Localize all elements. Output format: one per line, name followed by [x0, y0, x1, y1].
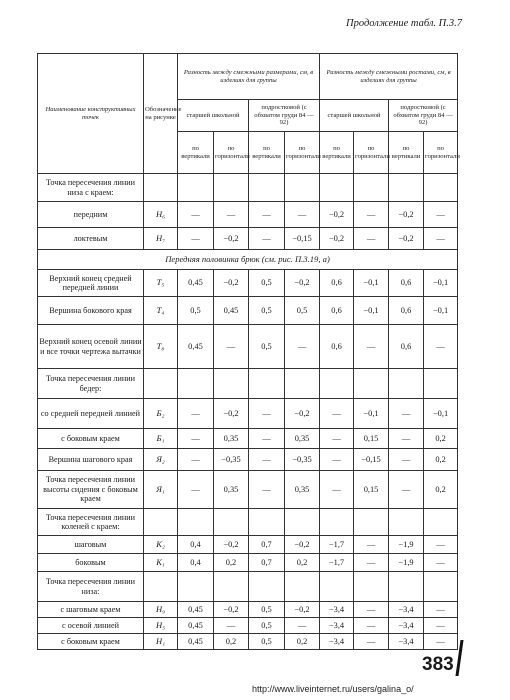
row-name: боковым — [38, 554, 144, 572]
row-name: со средней передней линией — [38, 399, 144, 429]
row-symbol: К₁ — [144, 554, 178, 572]
value-cell: — — [354, 634, 389, 650]
value-cell — [285, 369, 320, 399]
row-name: Верхний конец осевой линии и все точки чертежа вытачки — [38, 325, 144, 369]
row-symbol — [144, 174, 178, 202]
value-cell: — — [249, 449, 285, 471]
value-cell: — — [424, 202, 458, 228]
value-cell: — — [424, 536, 458, 554]
row-name: Точка пересечения линии низа с краем: — [38, 174, 144, 202]
row-symbol: Я₂ — [144, 449, 178, 471]
value-cell: 0,2 — [214, 634, 249, 650]
value-cell — [320, 509, 354, 536]
value-cell: −1,7 — [320, 554, 354, 572]
value-cell: — — [389, 429, 424, 449]
value-cell: 0,15 — [354, 471, 389, 509]
value-cell: −0,2 — [214, 399, 249, 429]
value-cell: −0,2 — [320, 228, 354, 250]
value-cell: 0,2 — [424, 449, 458, 471]
value-cell: 0,45 — [178, 634, 214, 650]
value-cell — [249, 572, 285, 602]
value-cell: −0,2 — [285, 602, 320, 618]
value-cell: 0,6 — [320, 297, 354, 325]
header-group-sizes: Разность между смежными размерами, см, в изделиях для группы — [178, 54, 320, 100]
value-cell: −1,9 — [389, 554, 424, 572]
value-cell: — — [424, 554, 458, 572]
value-cell — [424, 174, 458, 202]
value-cell: 0,45 — [178, 325, 214, 369]
value-cell: — — [285, 202, 320, 228]
value-cell: −0,1 — [424, 270, 458, 297]
value-cell: 0,4 — [178, 554, 214, 572]
value-cell: 0,5 — [249, 634, 285, 650]
value-cell — [249, 369, 285, 399]
table-row — [38, 270, 458, 297]
value-cell: 0,45 — [214, 297, 249, 325]
row-name: с шаговым краем — [38, 602, 144, 618]
value-cell: — — [285, 325, 320, 369]
table-row — [38, 572, 458, 602]
table-row — [38, 250, 458, 270]
value-cell: 0,7 — [249, 536, 285, 554]
header-symbol: Обозначение на рисунке — [144, 54, 178, 174]
value-cell — [320, 369, 354, 399]
row-name: локтевым — [38, 228, 144, 250]
row-symbol — [144, 572, 178, 602]
value-cell: −0,2 — [285, 399, 320, 429]
value-cell: −0,2 — [214, 270, 249, 297]
continuation-title: Продолжение табл. П.3.7 — [346, 18, 462, 29]
value-cell — [285, 174, 320, 202]
value-cell: — — [249, 471, 285, 509]
value-cell: — — [424, 634, 458, 650]
value-cell: −0,15 — [285, 228, 320, 250]
value-cell: −3,4 — [389, 602, 424, 618]
table-row — [38, 202, 458, 228]
value-cell: −0,1 — [424, 399, 458, 429]
data-table — [37, 53, 458, 650]
value-cell — [320, 572, 354, 602]
value-cell — [178, 509, 214, 536]
value-cell: −0,1 — [354, 399, 389, 429]
row-symbol: Н₁ — [144, 634, 178, 650]
value-cell: — — [320, 429, 354, 449]
header-vert: по вертикали — [320, 132, 354, 174]
value-cell: — — [214, 202, 249, 228]
value-cell: 0,5 — [178, 297, 214, 325]
value-cell — [214, 174, 249, 202]
value-cell: −0,2 — [320, 202, 354, 228]
value-cell — [285, 509, 320, 536]
value-cell: — — [354, 618, 389, 634]
value-cell: −0,15 — [354, 449, 389, 471]
value-cell: 0,2 — [214, 554, 249, 572]
value-cell: — — [354, 554, 389, 572]
value-cell: −3,4 — [320, 602, 354, 618]
value-cell: −1,7 — [320, 536, 354, 554]
table-row — [38, 449, 458, 471]
row-name: с осевой линией — [38, 618, 144, 634]
row-symbol: Н₆ — [144, 202, 178, 228]
value-cell: — — [285, 618, 320, 634]
value-cell — [424, 572, 458, 602]
value-cell — [354, 174, 389, 202]
value-cell: — — [178, 399, 214, 429]
row-symbol: Н₅ — [144, 618, 178, 634]
row-symbol: Я₁ — [144, 471, 178, 509]
table-row — [38, 602, 458, 618]
value-cell: — — [354, 228, 389, 250]
value-cell: 0,7 — [249, 554, 285, 572]
table-row — [38, 297, 458, 325]
row-name: с боковым краем — [38, 429, 144, 449]
value-cell: — — [320, 399, 354, 429]
header-group-heights: Разность между смежными ростами, см, в изделиях для группы — [320, 54, 458, 100]
row-symbol: Н₉ — [144, 602, 178, 618]
row-symbol: Т₈ — [144, 325, 178, 369]
value-cell: — — [424, 602, 458, 618]
value-cell: — — [178, 228, 214, 250]
value-cell — [424, 369, 458, 399]
value-cell — [354, 369, 389, 399]
value-cell: −3,4 — [320, 618, 354, 634]
value-cell — [320, 174, 354, 202]
row-name: Вершина шагового края — [38, 449, 144, 471]
value-cell: −3,4 — [320, 634, 354, 650]
value-cell: −0,35 — [285, 449, 320, 471]
value-cell — [249, 174, 285, 202]
value-cell: −3,4 — [389, 618, 424, 634]
value-cell — [249, 509, 285, 536]
value-cell: — — [354, 202, 389, 228]
header-senior-2: старшей школьной — [320, 100, 389, 132]
value-cell: 0,5 — [249, 297, 285, 325]
value-cell: 0,5 — [285, 297, 320, 325]
value-cell: −3,4 — [389, 634, 424, 650]
value-cell: 0,35 — [214, 429, 249, 449]
header-vert: по вертикали — [249, 132, 285, 174]
row-symbol — [144, 509, 178, 536]
row-name: Точка пересечения линии бедер: — [38, 369, 144, 399]
row-name: с боковым краем — [38, 634, 144, 650]
header-vert: по вертикали — [178, 132, 214, 174]
value-cell — [214, 509, 249, 536]
value-cell: −1,9 — [389, 536, 424, 554]
value-cell: — — [389, 449, 424, 471]
value-cell — [285, 572, 320, 602]
row-symbol: К₂ — [144, 536, 178, 554]
value-cell: 0,35 — [285, 429, 320, 449]
value-cell: 0,2 — [285, 554, 320, 572]
value-cell: — — [249, 228, 285, 250]
value-cell: — — [424, 325, 458, 369]
value-cell: 0,6 — [320, 270, 354, 297]
value-cell — [354, 572, 389, 602]
header-horiz: по горизонтали — [214, 132, 249, 174]
row-symbol: Н₇ — [144, 228, 178, 250]
value-cell: — — [178, 449, 214, 471]
value-cell: −0,1 — [354, 297, 389, 325]
table-row — [38, 536, 458, 554]
header-teen-2: подростковой (с обхватом груди 84 — 92) — [389, 100, 458, 132]
row-name: Вершина бокового края — [38, 297, 144, 325]
value-cell: 0,5 — [249, 325, 285, 369]
value-cell: 0,35 — [285, 471, 320, 509]
value-cell: — — [214, 618, 249, 634]
row-symbol: Б₂ — [144, 399, 178, 429]
value-cell: — — [320, 449, 354, 471]
source-url: http://www.liveinternet.ru/users/galina_o/ — [252, 684, 414, 694]
value-cell: — — [424, 228, 458, 250]
value-cell: 0,4 — [178, 536, 214, 554]
row-name: Верхний конец средней передней линии — [38, 270, 144, 297]
value-cell: — — [214, 325, 249, 369]
value-cell: — — [424, 618, 458, 634]
value-cell: −0,2 — [389, 228, 424, 250]
table-row — [38, 429, 458, 449]
value-cell: — — [178, 471, 214, 509]
table-row — [38, 399, 458, 429]
table-row — [38, 369, 458, 399]
row-name: передним — [38, 202, 144, 228]
value-cell: 0,2 — [285, 634, 320, 650]
value-cell: — — [249, 202, 285, 228]
value-cell: 0,15 — [354, 429, 389, 449]
value-cell: — — [354, 325, 389, 369]
value-cell — [389, 509, 424, 536]
header-horiz: по горизонтали — [285, 132, 320, 174]
row-symbol: Б₁ — [144, 429, 178, 449]
value-cell: 0,45 — [178, 618, 214, 634]
value-cell: 0,45 — [178, 602, 214, 618]
value-cell — [178, 174, 214, 202]
value-cell — [214, 572, 249, 602]
value-cell: 0,45 — [178, 270, 214, 297]
row-symbol — [144, 369, 178, 399]
row-name: Точка пересечения линии высоты сидения с боковым краем — [38, 471, 144, 509]
value-cell: — — [389, 399, 424, 429]
value-cell: −0,35 — [214, 449, 249, 471]
value-cell: — — [178, 429, 214, 449]
row-name: Точка пересечения линии низа: — [38, 572, 144, 602]
value-cell: 0,6 — [389, 325, 424, 369]
value-cell — [214, 369, 249, 399]
value-cell: 0,5 — [249, 602, 285, 618]
value-cell — [178, 572, 214, 602]
header-horiz: по горизонтали — [354, 132, 389, 174]
value-cell — [389, 369, 424, 399]
value-cell: 0,2 — [424, 429, 458, 449]
value-cell: −0,1 — [354, 270, 389, 297]
row-symbol: Т₄ — [144, 297, 178, 325]
table-row — [38, 509, 458, 536]
page-number: 383 — [422, 654, 454, 675]
value-cell: — — [354, 602, 389, 618]
table-row — [38, 174, 458, 202]
value-cell: 0,6 — [389, 270, 424, 297]
header-senior-1: старшей школьной — [178, 100, 249, 132]
table-row — [38, 228, 458, 250]
value-cell: 0,2 — [424, 471, 458, 509]
table-row — [38, 471, 458, 509]
value-cell — [178, 369, 214, 399]
header-horiz: по горизонтали — [424, 132, 458, 174]
value-cell: −0,1 — [424, 297, 458, 325]
value-cell: — — [389, 471, 424, 509]
value-cell: — — [249, 399, 285, 429]
row-name: шаговым — [38, 536, 144, 554]
value-cell: −0,2 — [285, 270, 320, 297]
table-row — [38, 634, 458, 650]
value-cell: 0,5 — [249, 270, 285, 297]
value-cell: 0,6 — [389, 297, 424, 325]
header-vert: по вертикали — [389, 132, 424, 174]
row-name: Точка пересечения линии коленей с краем: — [38, 509, 144, 536]
value-cell: 0,5 — [249, 618, 285, 634]
value-cell: −0,2 — [285, 536, 320, 554]
row-symbol: Т₅ — [144, 270, 178, 297]
value-cell: −0,2 — [389, 202, 424, 228]
value-cell: — — [178, 202, 214, 228]
value-cell: — — [249, 429, 285, 449]
section-title: Передняя половинка брюк (см. рис. П.3.19, а) — [38, 250, 458, 270]
value-cell: — — [354, 536, 389, 554]
value-cell: −0,2 — [214, 536, 249, 554]
value-cell: 0,6 — [320, 325, 354, 369]
value-cell: −0,2 — [214, 228, 249, 250]
header-name: Наименование конструктивных точек — [38, 54, 144, 174]
value-cell — [354, 509, 389, 536]
value-cell — [389, 572, 424, 602]
header-teen-1: подростковой (с обхватом груди 84 — 92) — [249, 100, 320, 132]
table-row — [38, 618, 458, 634]
table-row — [38, 325, 458, 369]
value-cell: −0,2 — [214, 602, 249, 618]
value-cell: — — [320, 471, 354, 509]
value-cell — [389, 174, 424, 202]
value-cell: 0,35 — [214, 471, 249, 509]
value-cell — [424, 509, 458, 536]
table-row — [38, 554, 458, 572]
